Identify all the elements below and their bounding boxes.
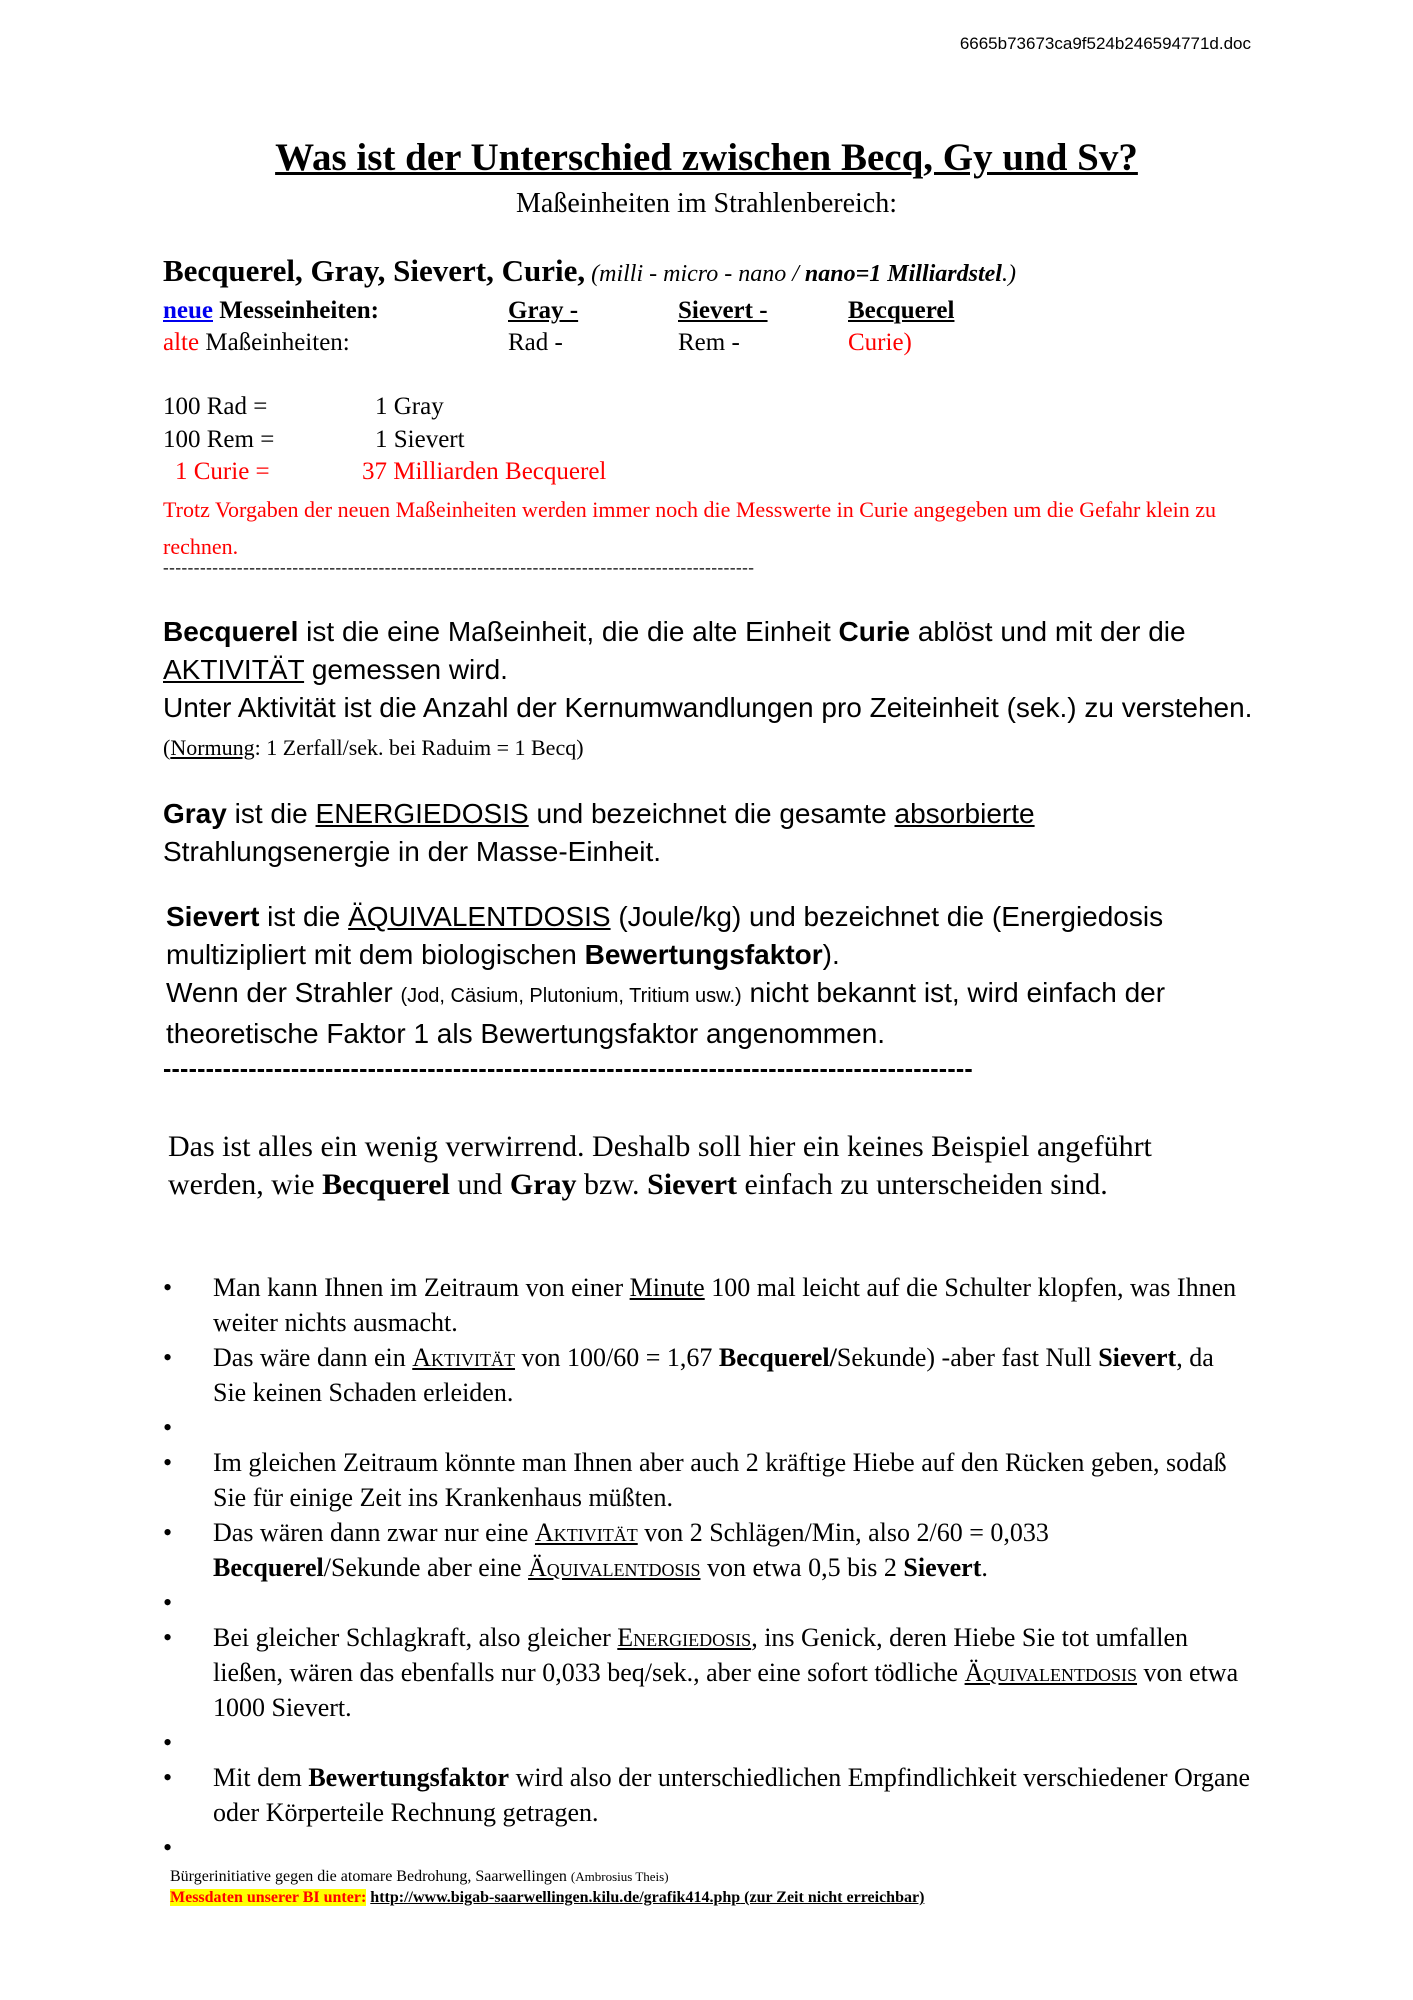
b4-text-5: . <box>981 1553 988 1582</box>
b4-aequivalentdosis: Äquivalentdosis <box>528 1553 701 1582</box>
list-item <box>163 1340 1253 1410</box>
new-units-label-rest: Messeinheiten: <box>213 297 379 324</box>
curie-term: Curie <box>838 616 911 647</box>
aktivitaet-term: AKTIVITÄT <box>163 654 305 685</box>
b3-text: Im gleichen Zeitraum könnte man Ihnen aber auch 2 kräftige Hiebe auf den Rücken geben, sodaß Sie für einige Zeit ins Krankenhaus müßten. <box>213 1448 1227 1512</box>
list-item <box>163 1620 1253 1725</box>
b4-becquerel: Becquerel <box>213 1553 324 1582</box>
normung-term: Normung <box>170 735 255 760</box>
b6-text-1: Mit dem <box>213 1763 309 1792</box>
b2-aktivitaet: Aktivität <box>412 1343 516 1372</box>
footer-organization <box>170 1868 669 1886</box>
units-list: Becquerel, Gray, Sievert, Curie, <box>163 253 586 288</box>
intro-becquerel: Becquerel <box>322 1168 450 1201</box>
b4-text-3: /Sekunde aber eine <box>323 1553 529 1582</box>
sievert-text-2: (Joule/kg) und bezeichnet die (Energiedosis multizipliert mit dem biologischen <box>166 901 1164 970</box>
old-unit-rem: Rem - <box>678 329 740 356</box>
bullet-icon: • <box>163 1343 173 1372</box>
old-units-label-rest: Maßeinheiten: <box>199 329 350 356</box>
sievert-text-1: ist die <box>259 901 349 932</box>
bullet-icon: • <box>163 1448 173 1477</box>
conversion-curie-right: 37 Milliarden Becquerel <box>362 458 607 485</box>
alte-label: alte <box>163 329 200 356</box>
gray-text-1: ist die <box>226 798 316 829</box>
list-item-empty <box>163 1725 1253 1760</box>
page-subtitle: Maßeinheiten im Strahlenbereich: <box>516 188 897 219</box>
b2-sievert: Sievert <box>1098 1343 1177 1372</box>
conversion-curie-left: 1 Curie = <box>175 458 270 485</box>
new-unit-sievert: Sievert - <box>678 297 768 324</box>
list-item <box>163 1760 1253 1830</box>
b5-text-3: von etwa 1000 Sievert. <box>213 1658 1239 1722</box>
b6-text-2: wird also der unterschiedlichen Empfindlichkeit verschiedener Organe oder Körperteile Rechnung getragen. <box>213 1763 1251 1827</box>
normung-text: : 1 Zerfall/sek. bei Raduim = 1 Becq) <box>254 735 584 760</box>
b5-text-1: Bei gleicher Schlagkraft, also gleicher <box>213 1623 618 1652</box>
bullet-icon: • <box>163 1763 173 1792</box>
list-item <box>163 1445 1253 1515</box>
becquerel-paragraph <box>163 613 1253 767</box>
warning-note: Trotz Vorgaben der neuen Maßeinheiten werden immer noch die Messwerte in Curie angegeben um die Gefahr klein zu rechnen. <box>163 497 1217 559</box>
conversion-rem-right: 1 Sievert <box>375 426 465 453</box>
b4-text-2: von 2 Schlägen/Min, also 2/60 = 0,033 <box>637 1518 1049 1547</box>
bullet-icon: • <box>163 1623 173 1652</box>
becquerel-text-3: gemessen wird. <box>304 654 508 685</box>
new-units-label <box>163 297 379 325</box>
sievert-term: Sievert <box>166 901 260 932</box>
separator-thin: ------------------------------------------------------------------------------------------------ <box>163 558 755 577</box>
conversion-rad-right: 1 Gray <box>375 393 444 420</box>
new-unit-gray: Gray - <box>508 297 579 324</box>
bullet-icon: • <box>163 1273 173 1302</box>
b5-aequivalentdosis: Äquivalentdosis <box>964 1658 1138 1687</box>
bullet-icon: • <box>163 1413 173 1442</box>
strahler-examples: (Jod, Cäsium, Plutonium, Tritium usw.) <box>400 985 742 1007</box>
intro-text-4: einfach zu unterscheiden sind. <box>737 1168 1108 1201</box>
footer-org-name: Bürgerinitiative gegen die atomare Bedrohung, Saarwellingen <box>170 1868 571 1885</box>
energiedosis-term: ENERGIEDOSIS <box>315 798 529 829</box>
intro-text-1: Das ist alles ein wenig verwirrend. Deshalb soll hier ein keines Beispiel angeführt werden, wie <box>168 1130 1152 1201</box>
aequivalentdosis-term: ÄQUIVALENTDOSIS <box>348 901 611 932</box>
footer-author: (Ambrosius Theis) <box>570 1869 669 1884</box>
old-units-label <box>163 329 350 357</box>
footer-highlight: Messdaten unserer BI unter: <box>170 1889 367 1906</box>
b5-text-2: , ins Genick, deren Hiebe Sie tot umfallen ließen, wären das ebenfalls nur 0,033 beq/sek., aber eine sofort tödliche <box>213 1623 1189 1687</box>
separator-bold: ----------------------------------------------------------------------------------------------- <box>163 1055 973 1083</box>
intro-sievert: Sievert <box>647 1168 738 1201</box>
list-item-empty <box>163 1830 1253 1865</box>
b1-minute: Minute <box>629 1273 705 1302</box>
example-list <box>163 1270 1253 1865</box>
absorbierte-term: absorbierte <box>894 798 1035 829</box>
b2-text-4: , da Sie keinen Schaden erleiden. <box>213 1343 1214 1407</box>
normung-open: ( <box>163 735 171 760</box>
b4-text-4: von etwa 0,5 bis 2 <box>700 1553 904 1582</box>
page-title: Was ist der Unterschied zwischen Becq, Gy und Sv? <box>275 136 1138 179</box>
list-item <box>163 1515 1253 1585</box>
list-item-empty <box>163 1585 1253 1620</box>
conversion-rem-left: 100 Rem = <box>163 426 275 453</box>
example-intro <box>168 1128 1248 1204</box>
sievert-text-4: Wenn der Strahler <box>166 977 401 1008</box>
b1-text-2: 100 mal leicht auf die Schulter klopfen, was Ihnen weiter nichts ausmacht. <box>213 1273 1237 1337</box>
footer-url-note: (zur Zeit nicht erreichbar) <box>740 1889 925 1906</box>
b2-becquerel: Becquerel/ <box>718 1343 837 1372</box>
sievert-paragraph <box>166 898 1256 1053</box>
b5-energiedosis: Energiedosis <box>617 1623 752 1652</box>
bullet-icon: • <box>163 1518 173 1547</box>
gray-text-2: und bezeichnet die gesamte <box>528 798 895 829</box>
old-unit-rad: Rad - <box>508 329 563 356</box>
becquerel-definition: Unter Aktivität ist die Anzahl der Kernumwandlungen pro Zeiteinheit (sek.) zu verstehen. <box>163 692 1253 723</box>
neue-link[interactable]: neue <box>163 297 213 324</box>
bewertungsfaktor-term: Bewertungsfaktor <box>584 939 823 970</box>
becquerel-term: Becquerel <box>163 616 299 647</box>
footer-link-line <box>170 1889 924 1907</box>
b6-bewertungsfaktor: Bewertungsfaktor <box>308 1763 510 1792</box>
b2-text-3: Sekunde) -aber fast Null <box>836 1343 1099 1372</box>
bullet-icon: • <box>163 1588 173 1617</box>
list-item-empty <box>163 1410 1253 1445</box>
b4-sievert: Sievert <box>903 1553 982 1582</box>
prefix-note-bold: nano=1 Milliardstel <box>804 261 1002 287</box>
conversion-rad-left: 100 Rad = <box>163 393 268 420</box>
becquerel-text-1: ist die eine Maßeinheit, die die alte Einheit <box>298 616 839 647</box>
sievert-text-3: ). <box>822 939 840 970</box>
gray-text-3: Strahlungsenergie in der Masse-Einheit. <box>163 836 662 867</box>
b2-text-2: von 100/60 = 1,67 <box>515 1343 719 1372</box>
gray-term: Gray <box>163 798 227 829</box>
gray-paragraph <box>163 795 1253 871</box>
bullet-icon: • <box>163 1728 173 1757</box>
prefix-note: (milli - micro - nano / <box>585 261 805 287</box>
b2-text-1: Das wäre dann ein <box>213 1343 413 1372</box>
document-filename: 6665b73673ca9f524b246594771d.doc <box>959 34 1251 53</box>
footer-url-link[interactable]: http://www.bigab-saarwellingen.kilu.de/grafik414.php <box>370 1889 741 1906</box>
new-unit-becquerel: Becquerel <box>848 297 955 324</box>
list-item <box>163 1270 1253 1340</box>
b4-aktivitaet: Aktivität <box>534 1518 638 1547</box>
intro-text-3: bzw. <box>576 1168 648 1201</box>
bullet-icon: • <box>163 1833 173 1862</box>
intro-text-2: und <box>449 1168 510 1201</box>
prefix-note-end: .) <box>1001 261 1016 287</box>
sievert-text-5: nicht bekannt ist, wird einfach der theoretische Faktor 1 als Bewertungsfaktor angenommen. <box>166 977 1166 1049</box>
becquerel-text-2: ablöst und mit der die <box>910 616 1186 647</box>
units-overview <box>163 253 1016 289</box>
b1-text-1: Man kann Ihnen im Zeitraum von einer <box>213 1273 630 1302</box>
old-unit-curie: Curie) <box>848 329 912 356</box>
b4-text-1: Das wären dann zwar nur eine <box>213 1518 535 1547</box>
intro-gray: Gray <box>509 1168 577 1201</box>
